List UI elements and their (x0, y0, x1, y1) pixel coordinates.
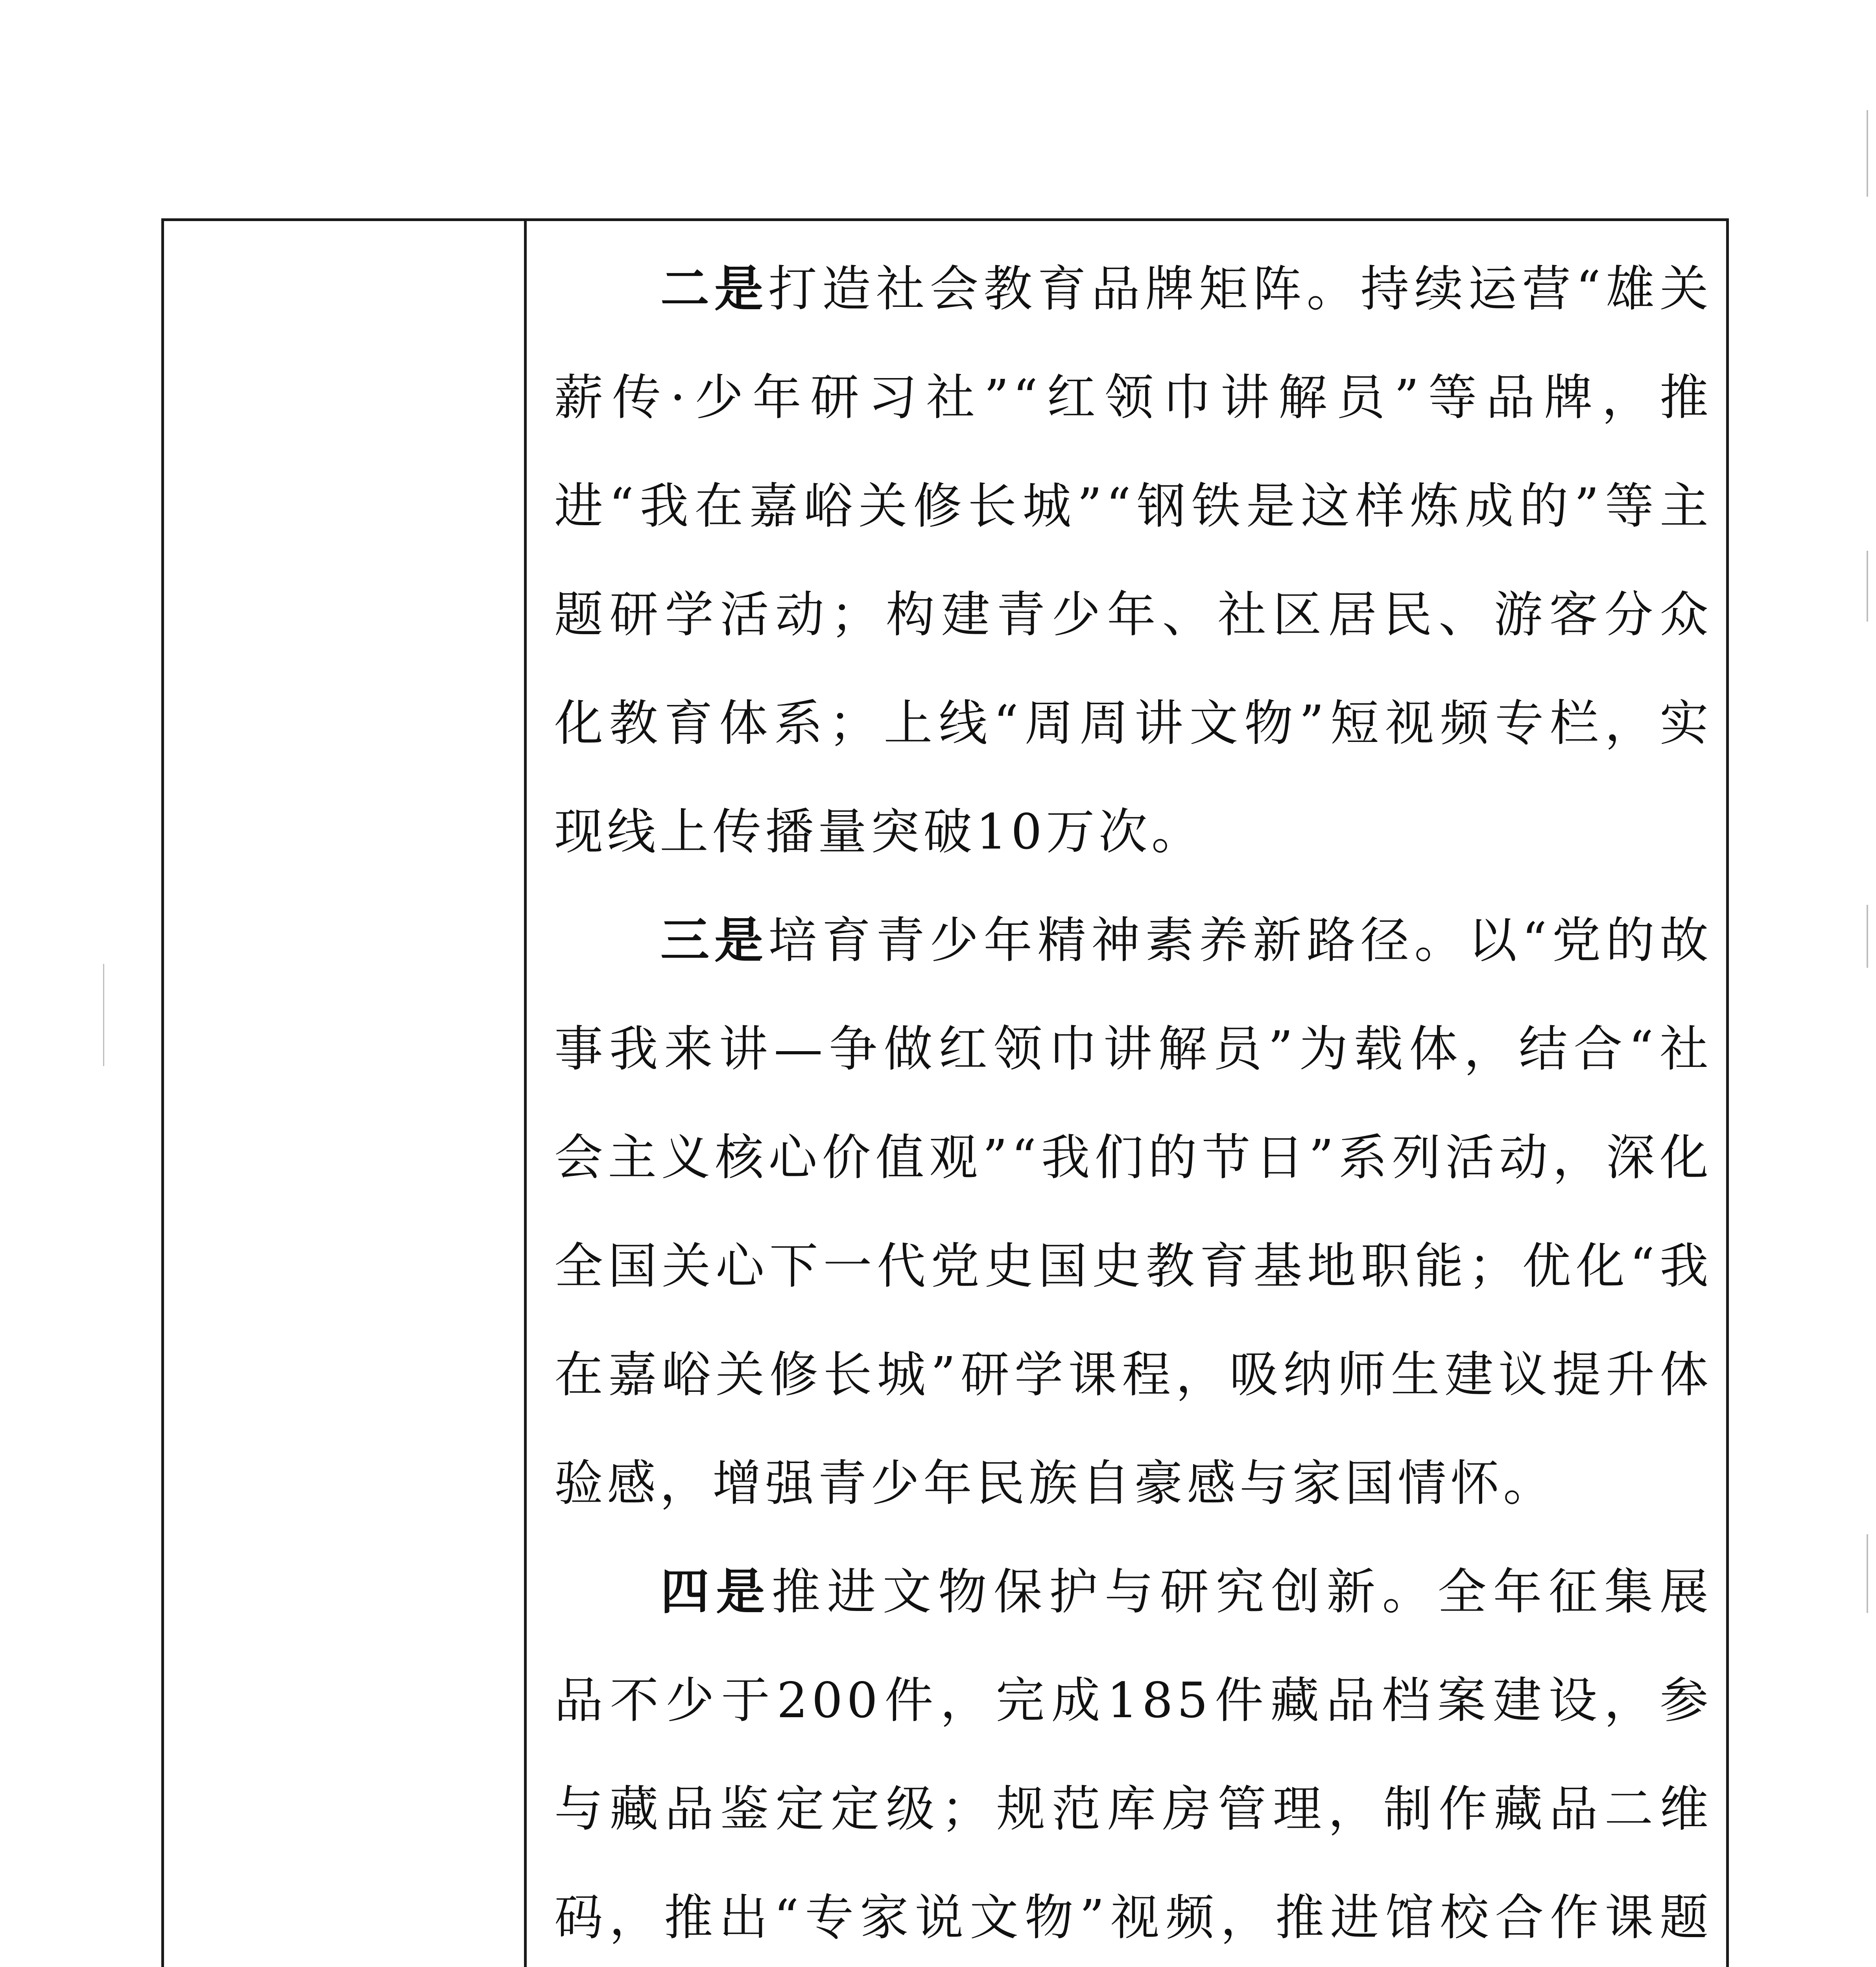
table-left-cell (164, 221, 524, 1967)
paragraph-lead: 四是 (660, 1563, 772, 1620)
table-content-cell (527, 221, 1726, 1967)
paragraph-lead: 二是 (660, 260, 768, 317)
table-column-divider (524, 221, 527, 1967)
scan-mark (103, 964, 104, 1066)
paragraph-2 (554, 235, 1712, 886)
scan-mark (1867, 551, 1868, 622)
scan-mark (1867, 110, 1868, 197)
paragraph-text: 推进文物保护与研究创新。全年征集展品不少于200件，完成185件藏品档案建设，参与藏品鉴定定级；规范库房管理，制作藏品二维码，推出“专家说文物”视频，推进馆校合作课题 (554, 1564, 1712, 1946)
paragraph-4 (554, 1538, 1712, 1967)
paragraph-3 (554, 886, 1712, 1538)
paragraph-text: 培育青少年精神素养新路径。以“党的故事我来讲—争做红领巾讲解员”为载体，结合“社会主义核心价值观”“我们的节日”系列活动，深化全国关心下一代党史国史教育基地职能；优化“我在嘉峪关修长城”研学课程，吸纳师生建议提升体验感，增强青少年民族自豪感与家国情怀。 (554, 912, 1712, 1512)
paragraph-text: 打造社会教育品牌矩阵。持续运营“雄关薪传·少年研习社”“红领巾讲解员”等品牌，推进“我在嘉峪关修长城”“钢铁是这样炼成的”等主题研学活动；构建青少年、社区居民、游客分众化教育体系；上线“周周讲文物”短视频专栏，实现线上传播量突破10万次。 (554, 261, 1712, 860)
scan-mark (1867, 1534, 1868, 1613)
table-frame (161, 218, 1729, 1967)
paragraph-lead: 三是 (660, 912, 768, 969)
scan-mark (1867, 905, 1868, 968)
